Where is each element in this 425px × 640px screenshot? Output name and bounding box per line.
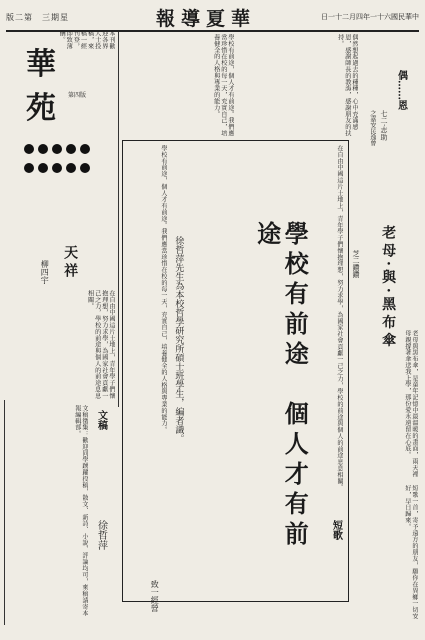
logo-dot-pattern	[22, 140, 92, 180]
main-article-box	[122, 140, 349, 602]
main-article-body-left: 學校有前途，個人才有前途。我們應當珍惜在校的每一天，充實自己，培養健全的人格與專業的能力。	[160, 145, 167, 433]
main-article-title: 學校有前途 個人才有前途	[252, 221, 310, 551]
logo-small-label: 第四版	[68, 92, 87, 99]
bottom-left-section: 文稿	[95, 410, 107, 430]
column-rule	[118, 32, 119, 407]
mid-right-body: 老母與黑布傘，是童年記憶中最溫暖的畫面，雨天裡母親撐著傘送我上學，那份愛永遠留在心底。	[403, 330, 418, 478]
middle-top-text: 學校有前途，個人才有前途。我們應當珍惜在校的每一天，充實自己，培養健全的人格與專業的能力。	[212, 34, 234, 137]
main-article-byline: 徐哲萍先生為本校哲學研究所碩士班學生，編者識。	[173, 236, 184, 443]
top-right-author: 之嘉安民逸曾	[368, 110, 376, 146]
top-right-subtitle: 七二·志助	[380, 110, 389, 141]
bottom-right-title: 短歌	[330, 520, 342, 540]
bottom-left-body: 文稿徵集：歡迎同學踴躍投稿，散文、新詩、小說、評論均可，來稿請寄本報編輯部。	[73, 405, 88, 617]
logo-char-2: 苑	[26, 91, 56, 126]
bottom-mid-label: 致一經營	[150, 580, 160, 612]
bottom-right-body: 短歌一首，寄予遠方的朋友，願你在異鄉一切安好，早日歸來。	[403, 485, 418, 620]
mid-right-title: 老母·與·黑布傘	[380, 225, 397, 351]
main-article-body-right: 在自由中國這片土地上，青年學子們懷抱理想，努力求學，為國家社會貢獻一己之力，學校的前途與個人的前途息息相關。	[336, 145, 343, 491]
poem-author: 柳四宇	[40, 260, 50, 284]
paper-name: 報導夏華	[156, 8, 257, 30]
top-right-body: 偶然想起過去的種種，心中充滿感恩，感謝師長的教誨，感謝朋友的扶持。	[336, 34, 358, 137]
masthead	[6, 4, 419, 32]
issue-date: 日一十二月四年一十六國民華中	[321, 13, 419, 21]
top-right-title: 偶……恩	[395, 70, 407, 110]
poem-body: 在自由中國這片土地上，青年學子們懷抱理想，努力求學，為國家社會貢獻一己之力，學校的前途與個人的前途息息相關。	[86, 290, 115, 399]
top-left-text: 本刊歡迎各界人士投稿，來稿一經刊登，即致薄酬。	[58, 30, 115, 50]
logo-char-1: 華	[26, 47, 56, 82]
page-label: 版二第 三期星	[6, 13, 69, 22]
poem-title: 天祥	[62, 245, 79, 281]
mid-right-author: 芝二鑽鑽	[352, 250, 361, 278]
bottom-left-author: 徐哲萍	[95, 520, 107, 550]
bottom-left-rule	[4, 400, 5, 625]
